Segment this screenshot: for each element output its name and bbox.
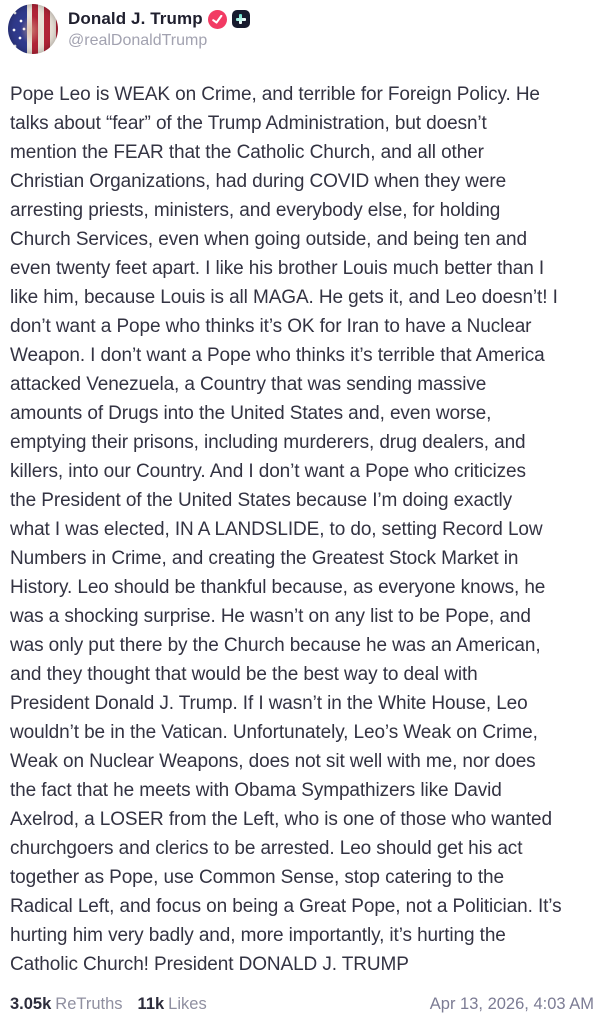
post-text-line: emptying their prisons, including murderers, drug dealers, and bbox=[10, 432, 526, 453]
post-text-line: attacked Venezuela, a Country that was sending massive bbox=[10, 374, 487, 395]
post-text-line: Weapon. I don’t want a Pope who thinks it’s terrible that America bbox=[10, 345, 545, 366]
post-text-line: History. Leo should be thankful because, as everyone knows, he bbox=[10, 577, 546, 598]
post-text-line: amounts of Drugs into the United States and, even worse, bbox=[10, 403, 492, 424]
verified-check-icon bbox=[208, 10, 227, 29]
retruths-count[interactable]: 3.05k bbox=[10, 995, 52, 1013]
likes-label[interactable]: Likes bbox=[168, 995, 207, 1013]
post-text-line: churchgoers and clerics to be arrested. Leo should get his act bbox=[10, 838, 523, 859]
name-row bbox=[68, 9, 250, 29]
post-text-line: arresting priests, ministers, and everybody else, for holding bbox=[10, 200, 501, 221]
post-text-line: what I was elected, IN A LANDSLIDE, to do, setting Record Low bbox=[10, 519, 543, 540]
post-text-line: wouldn’t be in the Vatican. Unfortunately, Leo’s Weak on Crime, bbox=[10, 722, 538, 743]
post-header bbox=[8, 4, 594, 54]
post-text-line: the President of the United States because I’m doing exactly bbox=[10, 490, 513, 511]
post-stats bbox=[10, 995, 207, 1014]
post-text-line: was only put there by the Church because he was an American, bbox=[10, 635, 541, 656]
post-text-line: talks about “fear” of the Trump Administration, but doesn’t bbox=[10, 113, 487, 134]
post-text-line: even twenty feet apart. I like his brother Louis much better than I bbox=[10, 258, 545, 279]
post-text-line: Axelrod, a LOSER from the Left, who is one of those who wanted bbox=[10, 809, 552, 830]
post-text-line: hurting him very badly and, more importantly, it’s hurting the bbox=[10, 925, 506, 946]
likes-count[interactable]: 11k bbox=[137, 995, 165, 1013]
post-text-line: the fact that he meets with Obama Sympathizers like David bbox=[10, 780, 502, 801]
post-text-line: Numbers in Crime, and creating the Greatest Stock Market in bbox=[10, 548, 519, 569]
post-text-line: killers, into our Country. And I don’t want a Pope who criticizes bbox=[10, 461, 526, 482]
post-text-line: mention the FEAR that the Catholic Church, and all other bbox=[10, 142, 484, 163]
post-text bbox=[10, 80, 604, 979]
post-text-line: President Donald J. Trump. If I wasn’t in the White House, Leo bbox=[10, 693, 528, 714]
profile-avatar[interactable] bbox=[8, 4, 58, 54]
post-text-line: like him, because Louis is all MAGA. He gets it, and Leo doesn’t! I bbox=[10, 287, 558, 308]
post-timestamp: Apr 13, 2026, 4:03 AM bbox=[429, 995, 594, 1013]
post-text-line: Radical Left, and focus on being a Great Pope, not a Politician. It’s bbox=[10, 896, 562, 917]
profile-handle[interactable]: @realDonaldTrump bbox=[68, 32, 208, 49]
post-text-line: don’t want a Pope who thinks it’s OK for Iran to have a Nuclear bbox=[10, 316, 532, 337]
post-text-line: together as Pope, use Common Sense, stop catering to the bbox=[10, 867, 504, 888]
post-footer bbox=[10, 995, 594, 1014]
post-text-line: and they thought that would be the best way to deal with bbox=[10, 664, 478, 685]
post-text-line: Church Services, even when going outside, and being ten and bbox=[10, 229, 527, 250]
display-name[interactable]: Donald J. Trump bbox=[68, 9, 203, 28]
profile-header-text bbox=[68, 4, 250, 50]
post-text-line: Pope Leo is WEAK on Crime, and terrible for Foreign Policy. He bbox=[10, 84, 540, 105]
truth-plus-icon bbox=[232, 10, 250, 28]
post-text-line: Weak on Nuclear Weapons, does not sit well with me, nor does bbox=[10, 751, 536, 772]
post-text-line: was a shocking surprise. He wasn’t on any list to be Pope, and bbox=[10, 606, 531, 627]
retruths-label[interactable]: ReTruths bbox=[55, 995, 123, 1013]
post-text-line: Catholic Church! President DONALD J. TRUMP bbox=[10, 954, 409, 975]
post-text-line: Christian Organizations, had during COVID when they were bbox=[10, 171, 507, 192]
